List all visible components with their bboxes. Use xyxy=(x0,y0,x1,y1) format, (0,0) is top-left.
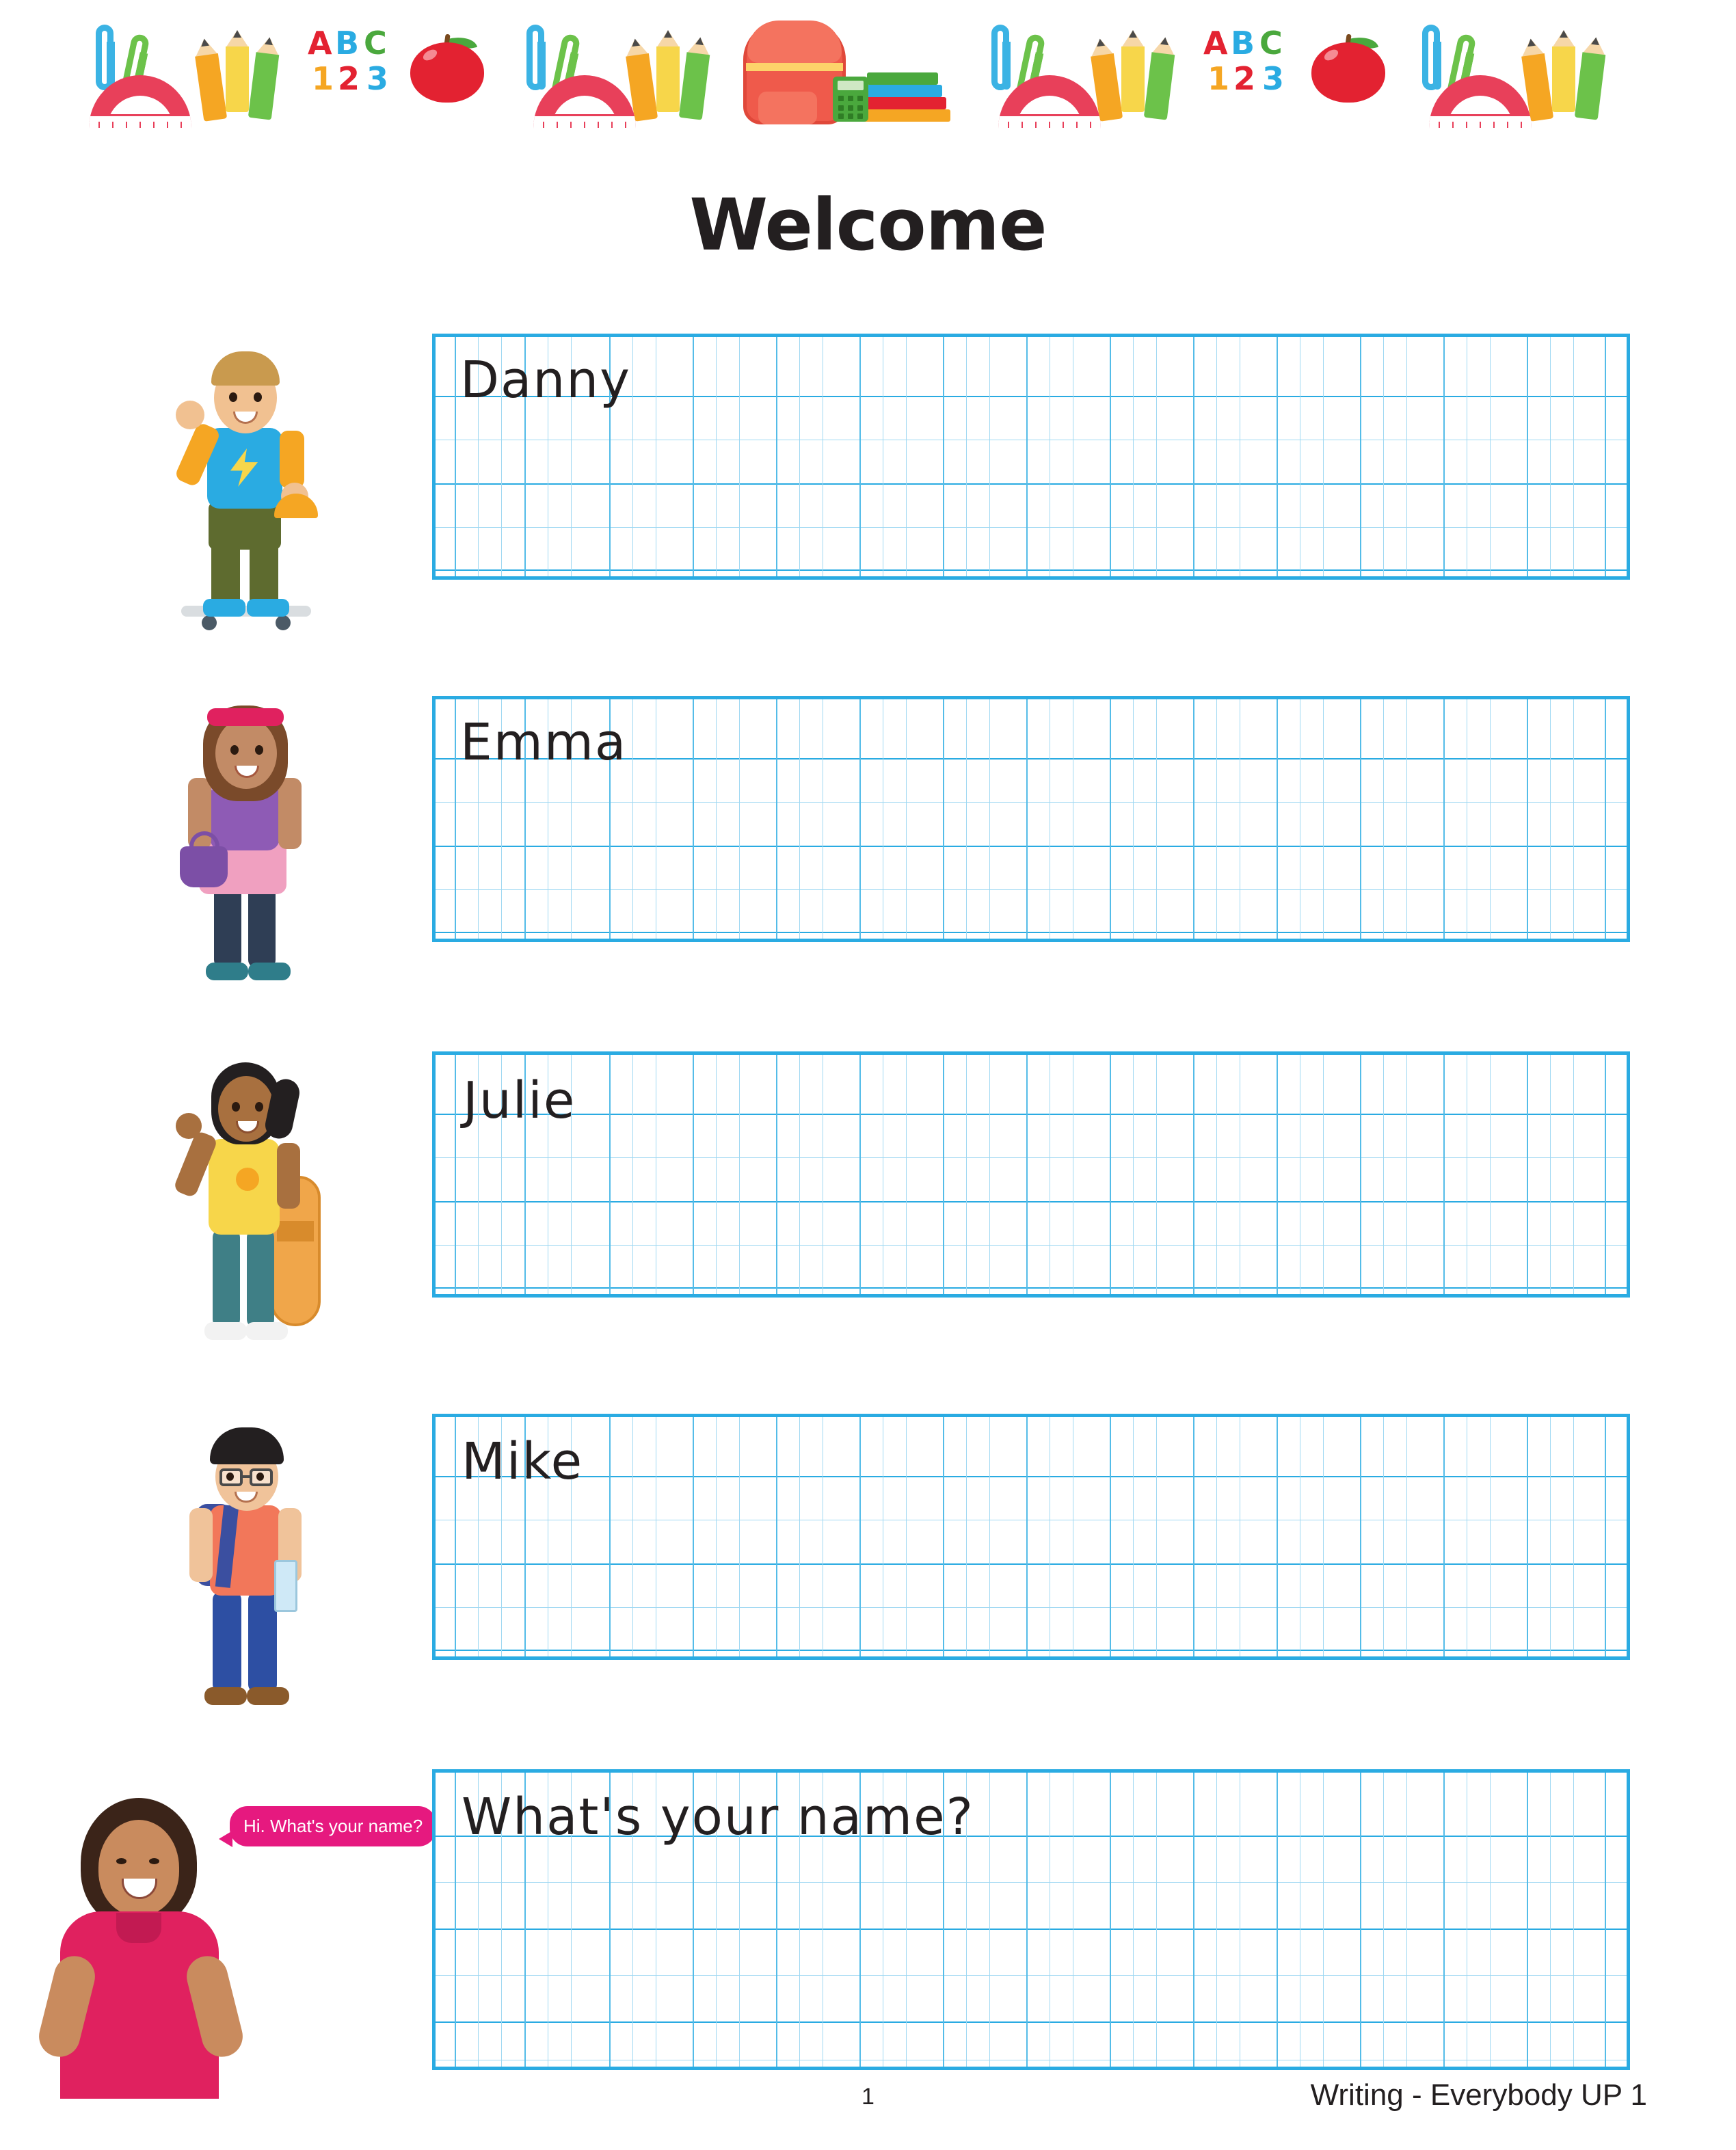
grid-lines xyxy=(436,1055,1627,1294)
handwriting-sample-emma: Emma xyxy=(460,713,628,772)
page-title: Welcome xyxy=(689,183,1047,267)
practice-row-emma xyxy=(0,684,1736,1005)
writing-box-emma[interactable] xyxy=(432,696,1630,942)
page-number: 1 xyxy=(862,2084,874,2110)
pencils-icon xyxy=(1525,27,1614,116)
practice-row-prompt xyxy=(0,1757,1736,2078)
writing-box-danny[interactable] xyxy=(432,334,1630,580)
pencils-icon xyxy=(198,27,287,116)
grid-lines xyxy=(436,1417,1627,1656)
practice-row-danny xyxy=(0,321,1736,643)
abc-123-icon: A B C 1 2 3 xyxy=(308,25,389,97)
handwriting-sample-danny: Danny xyxy=(460,351,631,409)
apple-icon xyxy=(1311,34,1385,103)
abc-123-icon: A B C 1 2 3 xyxy=(1203,25,1285,97)
footer-book-title: Writing - Everybody UP 1 xyxy=(1310,2078,1647,2112)
photo-girl-image xyxy=(27,1777,253,2099)
practice-row-julie xyxy=(0,1039,1736,1360)
handwriting-sample-mike: Mike xyxy=(462,1432,584,1491)
pencils-icon xyxy=(629,27,718,116)
handwriting-sample-julie: Julie xyxy=(463,1071,576,1130)
character-boy-with-skateboard xyxy=(130,335,356,636)
practice-row-mike xyxy=(0,1401,1736,1723)
books-icon xyxy=(855,72,957,127)
writing-box-mike[interactable] xyxy=(432,1414,1630,1660)
calculator-icon xyxy=(833,77,868,122)
apple-icon xyxy=(410,34,484,103)
writing-box-prompt[interactable] xyxy=(432,1769,1630,2070)
character-boy-with-backpack-glasses xyxy=(130,1408,356,1723)
speech-bubble: Hi. What's your name? xyxy=(230,1806,436,1846)
pencils-icon xyxy=(1094,27,1183,116)
handwriting-prompt-question: What's your name? xyxy=(462,1788,974,1846)
writing-box-julie[interactable] xyxy=(432,1051,1630,1298)
character-girl-with-guitar-case xyxy=(130,1053,356,1360)
character-girl-with-purse xyxy=(130,690,356,998)
decorative-top-border xyxy=(0,0,1736,178)
